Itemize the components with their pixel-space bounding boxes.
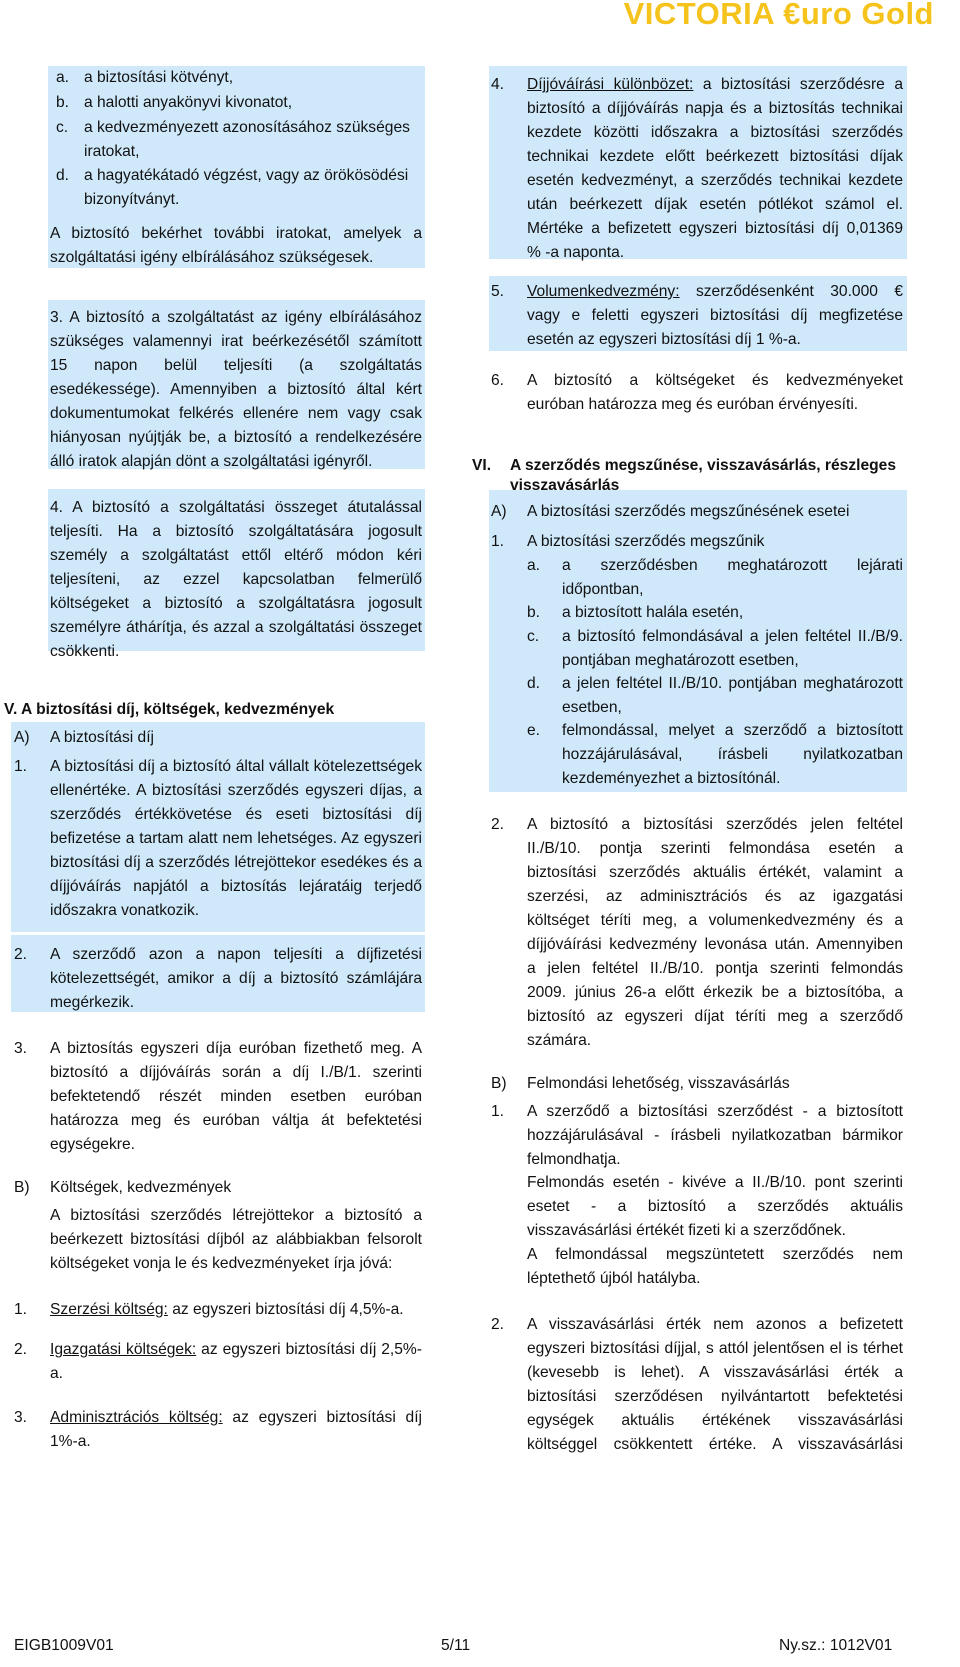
paragraph-line: % -a naponta. (527, 244, 625, 261)
cost-term: Igazgatási költségek: (50, 1341, 197, 1358)
term: Díjjóváírási különbözet: (527, 76, 694, 93)
paragraph-line: 2009. június 26-a előtt érkezik be a biztosítóba, a (527, 984, 903, 1001)
paragraph-line: dokumentumokat felkérés ellenére nem vagy csak (50, 405, 422, 422)
paragraph-line: csökkenti. (50, 643, 120, 660)
paragraph-line: egyszeri biztosítási díjjal, s attól jelentősen el is térhet (527, 1340, 903, 1357)
paragraph-line: euróban határozza meg és euróban érvényesíti. (527, 396, 859, 413)
item-number: 3. (14, 1409, 28, 1426)
paragraph-line: Mértéke a befizetett egyszeri biztosítási díj 0,01369 (527, 220, 903, 237)
paragraph-line: egységekre. (50, 1136, 135, 1153)
paragraph-line: költséget téríti meg, a volumenkedvezmény és a (527, 912, 903, 929)
list-item-marker: c. (56, 119, 69, 136)
item-number: 5. (491, 283, 505, 300)
paragraph-line: kezdete közötti időszakra a biztosítási szerződés (527, 124, 903, 141)
list-item-marker: b. (527, 604, 541, 621)
paragraph-line: ellenértéke. A biztosítási szerződés egyszeri díjas, a (50, 782, 422, 799)
subsection-title: Költségek, kedvezmények (50, 1179, 232, 1196)
item-number: 1. (14, 758, 28, 775)
paragraph-line: A biztosítási díj a biztosító által vállalt kötelezettségek (50, 758, 422, 775)
paragraph-line: 3. A biztosító a szolgáltatást az igény elbírálásához (50, 309, 422, 326)
list-item-text: a biztosítási kötvényt, (84, 69, 234, 86)
paragraph-line: költségeket a biztosító a szolgáltatásra jogosult (50, 595, 422, 612)
list-item-text: pontjában meghatározott esetben, (562, 652, 799, 669)
subsection-title: A biztosítási szerződés megszűnésének esetei (527, 503, 850, 520)
cost-term: Adminisztrációs költség: (50, 1409, 223, 1426)
paragraph-line: A biztosítás egyszeri díja euróban fizethető meg. A (50, 1040, 422, 1057)
item-number: 4. (491, 76, 505, 93)
footer-doc-code: EIGB1009V01 (14, 1637, 114, 1654)
footer-reg-number: Ny.sz.: 1012V01 (779, 1637, 893, 1654)
paragraph-line: hozzájárulásával - írásbeli nyilatkozatban bármikor (527, 1127, 903, 1144)
item-number: 3. (14, 1040, 28, 1057)
subsection-marker: A) (491, 503, 507, 520)
paragraph-line: A felmondással megszüntetett szerződés nem (527, 1246, 903, 1263)
paragraph-line: után beérkezett díjak esetén pótlékot számol el. (527, 196, 903, 213)
footer-page-number: 5/11 (441, 1637, 471, 1654)
paragraph-line: díjjóváírási kedvezmény levonása után. Amennyiben (527, 936, 903, 953)
paragraph-line: (kevesebb is lehet). A visszavásárlási érték a (527, 1364, 903, 1381)
paragraph-line: szerzési, az adminisztrációs és az igazgatási (527, 888, 903, 905)
paragraph-line: felmondhatja. (527, 1151, 621, 1168)
item-number: 2. (491, 1316, 505, 1333)
paragraph-line: A biztosító a költségeket és kedvezményeket (527, 372, 903, 389)
paragraph-line: egységek aktuális értékének visszavásárlási (527, 1412, 903, 1429)
paragraph-line: teljesíteni, az ezzel kapcsolatban felmerülő (50, 571, 422, 588)
paragraph-line: teljesíti. Ha a biztosító szolgáltatására jogosult (50, 523, 422, 540)
paragraph-line: határozza meg és euróban váltja át befektetési (50, 1112, 422, 1129)
section-heading-vi: A szerződés megszűnése, visszavásárlás, részleges (510, 457, 897, 474)
list-item-marker: c. (527, 628, 540, 645)
paragraph-line: beérkezett biztosítási díjból az alábbiakban felsorolt (50, 1231, 422, 1248)
list-item-marker: e. (527, 722, 541, 739)
cost-desc: az egyszeri biztosítási díj 2,5%- (196, 1341, 422, 1358)
paragraph-line: biztosítási szerződésen nyilvántartott befektetési (527, 1388, 903, 1405)
item-number: 1. (491, 1103, 505, 1120)
list-item-text: a biztosító felmondásával a jelen feltétel II./B/9. (562, 628, 903, 645)
paragraph-line: személy a szolgáltatást ettől eltérő módon kéri (50, 547, 422, 564)
item-number: 2. (14, 946, 28, 963)
subsection-marker: A) (14, 729, 30, 746)
list-item-text: kezdeményezhet a biztosítónál. (562, 770, 781, 787)
paragraph-line: A szerződő azon a napon teljesíti a díjfizetési (50, 946, 422, 963)
list-item-text: esetben, (562, 699, 622, 716)
paragraph-line (527, 73, 903, 98)
paragraph-line: megérkezik. (50, 994, 135, 1011)
list-item-marker: d. (56, 167, 70, 184)
paragraph-line: esetén az egyszeri biztosítási díj 1 %-a. (527, 331, 801, 348)
brand-logo: VICTORIA €uro Gold (623, 0, 934, 31)
cost-item (50, 1406, 422, 1431)
paragraph-line: A biztosító a biztosítási szerződés jelen feltétel (527, 816, 903, 833)
list-item-text: a szerződésben meghatározott lejárati (562, 557, 903, 574)
section-heading-v: V. A biztosítási díj, költségek, kedvezmények (4, 701, 335, 718)
paragraph-line (527, 280, 903, 305)
item-number: 2. (491, 816, 505, 833)
list-item-text: bizonyítványt. (84, 191, 180, 208)
cost-desc: az egyszeri biztosítási díj 4,5%-a. (167, 1301, 404, 1318)
cost-term: Szerzési költség: (50, 1301, 168, 1318)
paragraph-line: visszavásárlási értékét fizeti ki a szerződőnek. (527, 1222, 846, 1239)
list-item-text: felmondással, melyet a szerződő a biztosított (562, 722, 903, 739)
term-desc: a biztosítási szerződésre a (693, 76, 903, 93)
paragraph-line: A biztosító bekérhet további iratokat, amelyek a (50, 225, 422, 242)
paragraph-line: II./B/10. pontja szerinti felmondása esetén a (527, 840, 903, 857)
list-item-text: hozzájárulásával, írásbeli nyilatkozatban (562, 746, 903, 763)
list-item-text: időpontban, (562, 581, 644, 598)
list-item-marker: d. (527, 675, 541, 692)
subsection-marker: B) (14, 1179, 30, 1196)
subsection-marker: B) (491, 1075, 507, 1092)
cost-item (50, 1298, 404, 1323)
list-item-text: iratokat, (84, 143, 140, 160)
paragraph-line: A biztosítási szerződés létrejöttekor a biztosító a (50, 1207, 422, 1224)
item-number: 1. (14, 1301, 28, 1318)
list-item-text: a kedvezményezett azonosításához szükséges (84, 119, 410, 136)
paragraph-line: a jelen feltétel II./B/10. pontja szerinti felmondás (527, 960, 903, 977)
paragraph-line: vagy e feletti egyszeri biztosítási díj megfizetése (527, 307, 903, 324)
paragraph-line: léptethető újból hatályba. (527, 1270, 701, 1287)
paragraph-line: Felmondás esetén - kivéve a II./B/10. pont szerinti (527, 1174, 903, 1191)
paragraph-line: technikai kezdete előtt beérkezett biztosítási díjak (527, 148, 903, 165)
list-item-text: a halotti anyakönyvi kivonatot, (84, 94, 293, 111)
paragraph-line: szükséges valamennyi irat beérkezésétől számított (50, 333, 422, 350)
paragraph-line: biztosítási szerződés aktuális értékét, valamint a (527, 864, 903, 881)
cost-desc: az egyszeri biztosítási díj (222, 1409, 423, 1426)
paragraph-line: időszakra vonatkozik. (50, 902, 200, 919)
term: Volumenkedvezmény: (527, 283, 680, 300)
paragraph-line: befektetendő részét minden esetben euróban (50, 1088, 422, 1105)
paragraph-line: kötelezettségét, amikor a díj a biztosító számlájára (50, 970, 422, 987)
paragraph-line: számára. (527, 1032, 592, 1049)
item-number: 1. (491, 533, 505, 550)
list-item-text: a jelen feltétel II./B/10. pontjában meghatározott (562, 675, 903, 692)
cost-desc-cont: a. (50, 1365, 64, 1382)
list-item-text: a biztosított halála esetén, (562, 604, 744, 621)
cost-desc-cont: 1%-a. (50, 1433, 91, 1450)
paragraph-line: esetet - a biztosító a szerződés aktuális (527, 1198, 903, 1215)
paragraph-line: esetén kedvezményt, a szerződés technikai kezdete (527, 172, 903, 189)
paragraph-line: biztosító az egyszeri díjat téríti meg a szerződő (527, 1008, 903, 1025)
item-number: 2. (14, 1341, 28, 1358)
paragraph-line: személyre áthárítja, és azzal a szolgáltatási összeget (50, 619, 422, 636)
paragraph-line: A visszavásárlási érték nem azonos a befizetett (527, 1316, 903, 1333)
section-number-vi: VI. (472, 457, 492, 474)
paragraph-line: álló iratok alapján dönt a szolgáltatási igényről. (50, 453, 373, 470)
paragraph-line: szerződés értékkövetése és eseti biztosítási díj (50, 806, 422, 823)
paragraph-line: biztosítási díj a szerződés létrejöttekor esedékes és a (50, 854, 422, 871)
paragraph-line: A szerződő a biztosítási szerződést - a biztosított (527, 1103, 903, 1120)
list-item-marker: a. (56, 69, 70, 86)
paragraph-line: 4. A biztosító a szolgáltatási összeget átutalással (50, 499, 422, 516)
cost-item (50, 1338, 422, 1363)
paragraph-line: hiányosan nyújtják be, a biztosító a rendelkezésére (50, 429, 422, 446)
subsection-title: A biztosítási díj (50, 729, 155, 746)
list-item-marker: b. (56, 94, 70, 111)
subsection-title: Felmondási lehetőség, visszavásárlás (527, 1075, 790, 1092)
paragraph-line: befizetése a tartam alatt nem lehetséges. Az egyszeri (50, 830, 422, 847)
item-text: A biztosítási szerződés megszűnik (527, 533, 765, 550)
term-desc: szerződésenként 30.000 € (679, 283, 903, 300)
paragraph-line: biztosító a díjjóváírás napja és a biztosítás technikai (527, 100, 903, 117)
item-number: 6. (491, 372, 505, 389)
paragraph-line: költségeket vonja le és kedvezményeket írja jóvá: (50, 1255, 393, 1272)
list-item-marker: a. (527, 557, 541, 574)
paragraph-line: költséggel csökkentett értéke. A visszavásárlási (527, 1436, 903, 1453)
list-item-text: a hagyatékátadó végzést, vagy az örökösödési (84, 167, 409, 184)
paragraph-line: díjjóváírás napjától a biztosítás lejáratáig terjedő (50, 878, 422, 895)
section-heading-vi-cont: visszavásárlás (510, 477, 620, 494)
paragraph-line: esedékessége). Amennyiben a biztosító által kért (50, 381, 422, 398)
paragraph-line: 15 napon belül teljesíti (a szolgáltatás (50, 357, 422, 374)
paragraph-line: biztosító a díjjóváírás során a díj I./B/1. szerinti (50, 1064, 422, 1081)
paragraph-line: szolgáltatási igény elbírálásához szükségesek. (50, 249, 374, 266)
